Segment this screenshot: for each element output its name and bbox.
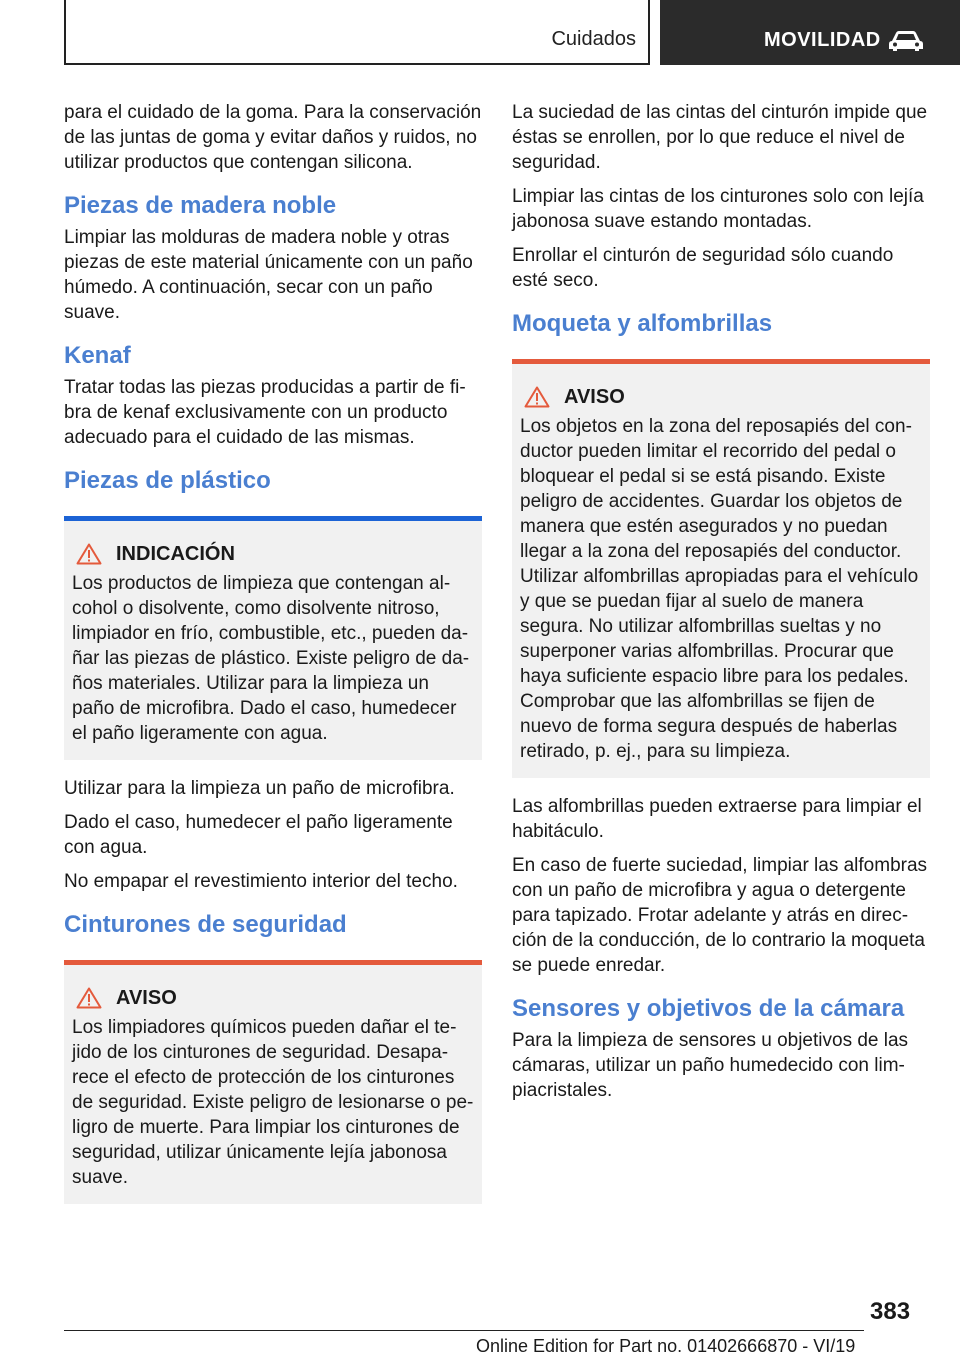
belts-notice-title: AVISO [116, 987, 177, 1009]
plastic-notice-box [64, 516, 482, 760]
wood-paragraph: Limpiar las molduras de madera noble y otras piezas de este material únicamente con un paño húmedo. A continuación, secar con un paño suave. [64, 227, 473, 323]
belts-heading: Cinturones de seguridad [64, 911, 347, 938]
kenaf-paragraph: Tratar todas las piezas producidas a partir de fibra de kenaf exclusivamente con un producto adecuado para el cuidado de las mismas. [64, 377, 466, 448]
header-divider [648, 0, 650, 65]
plastic-notice-title: INDICACIÓN [116, 543, 235, 565]
plastic-notice-header [72, 541, 474, 567]
footer-rule [64, 1330, 864, 1331]
carpet-notice-header [520, 384, 922, 410]
carpet-notice-text: Los objetos en la zona del reposapiés del conductor pueden limitar el recorrido del pedal o bloquear el pedal si se está pisando. Existe peligro de accidentes. Guardar los objetos de manera que estén asegurados y no puedan llegar a la zona del reposapiés del conductor. Utilizar alfombrillas apropiadas para el vehículo y que se puedan fijar al suelo de manera segura. No utilizar alfombrillas sueltas y no superponer varias alfombrillas. Procurar que haya suficiente espacio libre para los pedales. Comprobar que las alfombrillas se fijen de nuevo de forma segura después de haberlas retirado, p. ej., para su limpieza. [520, 416, 919, 762]
carpet-notice-box [512, 359, 930, 778]
footer-edition: Online Edition for Part no. 01402666870 - VI/19 [476, 1336, 856, 1356]
page-number: 383 [870, 1298, 911, 1325]
belts-paragraph-2: Limpiar las cintas de los cinturones solo con lejía jabonosa suave estando montadas. [512, 186, 924, 232]
kenaf-heading: Kenaf [64, 342, 131, 369]
belts-notice-box [64, 960, 482, 1204]
plastic-paragraph-1: Utilizar para la limpieza un paño de microfibra. [64, 778, 455, 799]
sensors-paragraph: Para la limpieza de sensores u objetivos de las cámaras, utilizar un paño humedecido con limpiacristales. [512, 1030, 909, 1101]
carpet-notice-title: AVISO [564, 386, 625, 408]
carpet-paragraph-1: Las alfombrillas pueden extraerse para limpiar el habitáculo. [512, 796, 922, 842]
header-rule [64, 63, 650, 65]
sensors-heading: Sensores y objetivos de la cámara [512, 995, 905, 1022]
plastic-notice-text: Los productos de limpieza que contengan alcohol o disolvente, como disolvente nitroso, limpiador en frío, combustible, etc., pueden dañar las piezas de plástico. Existe peligro de daños materiales. Utilizar para la limpieza un paño de microfibra. Dado el caso, humedecer el paño ligeramente con agua. [72, 573, 470, 744]
warning-triangle-icon [76, 987, 102, 1009]
belts-paragraph-1: La suciedad de las cintas del cinturón impide que éstas se enrollen, por lo que reduce el nivel de seguridad. [512, 102, 928, 173]
wood-heading: Piezas de madera noble [64, 192, 337, 219]
intro-paragraph: para el cuidado de la goma. Para la conservación de las juntas de goma y evitar daños y ruidos, no utilizar productos que contengan silicona. [64, 102, 482, 173]
header-chapter-tab[interactable] [660, 0, 960, 65]
warning-triangle-icon [524, 386, 550, 408]
plastic-heading: Piezas de plástico [64, 467, 271, 494]
carpet-paragraph-2: En caso de fuerte suciedad, limpiar las alfombras con un paño de microfibra y agua o detergente para tapizado. Frotar adelante y atrás en dirección de la conducción, de lo contrario la moqueta se puede enredar. [512, 855, 928, 976]
header-chapter-title: MOVILIDAD [764, 29, 881, 51]
belts-notice-header [72, 985, 474, 1011]
left-column [64, 100, 482, 1220]
belts-notice-text: Los limpiadores químicos pueden dañar el tejido de los cinturones de seguridad. Desaparece el efecto de protección de los cinturones de seguridad. Existe peligro de lesionarse o peligro de muerte. Para limpiar los cinturones de seguridad, utilizar únicamente lejía jabonosa suave. [72, 1017, 474, 1188]
plastic-paragraph-3: No empapar el revestimiento interior del techo. [64, 871, 458, 892]
plastic-paragraph-2: Dado el caso, humedecer el paño ligeramente con agua. [64, 812, 453, 858]
carpet-heading: Moqueta y alfombrillas [512, 310, 773, 337]
belts-paragraph-3: Enrollar el cinturón de seguridad sólo cuando esté seco. [512, 245, 894, 291]
header-section-title: Cuidados [551, 28, 636, 50]
warning-triangle-icon [76, 543, 102, 565]
right-column [512, 100, 930, 1112]
header-left-border [64, 0, 66, 65]
car-icon [886, 29, 926, 53]
